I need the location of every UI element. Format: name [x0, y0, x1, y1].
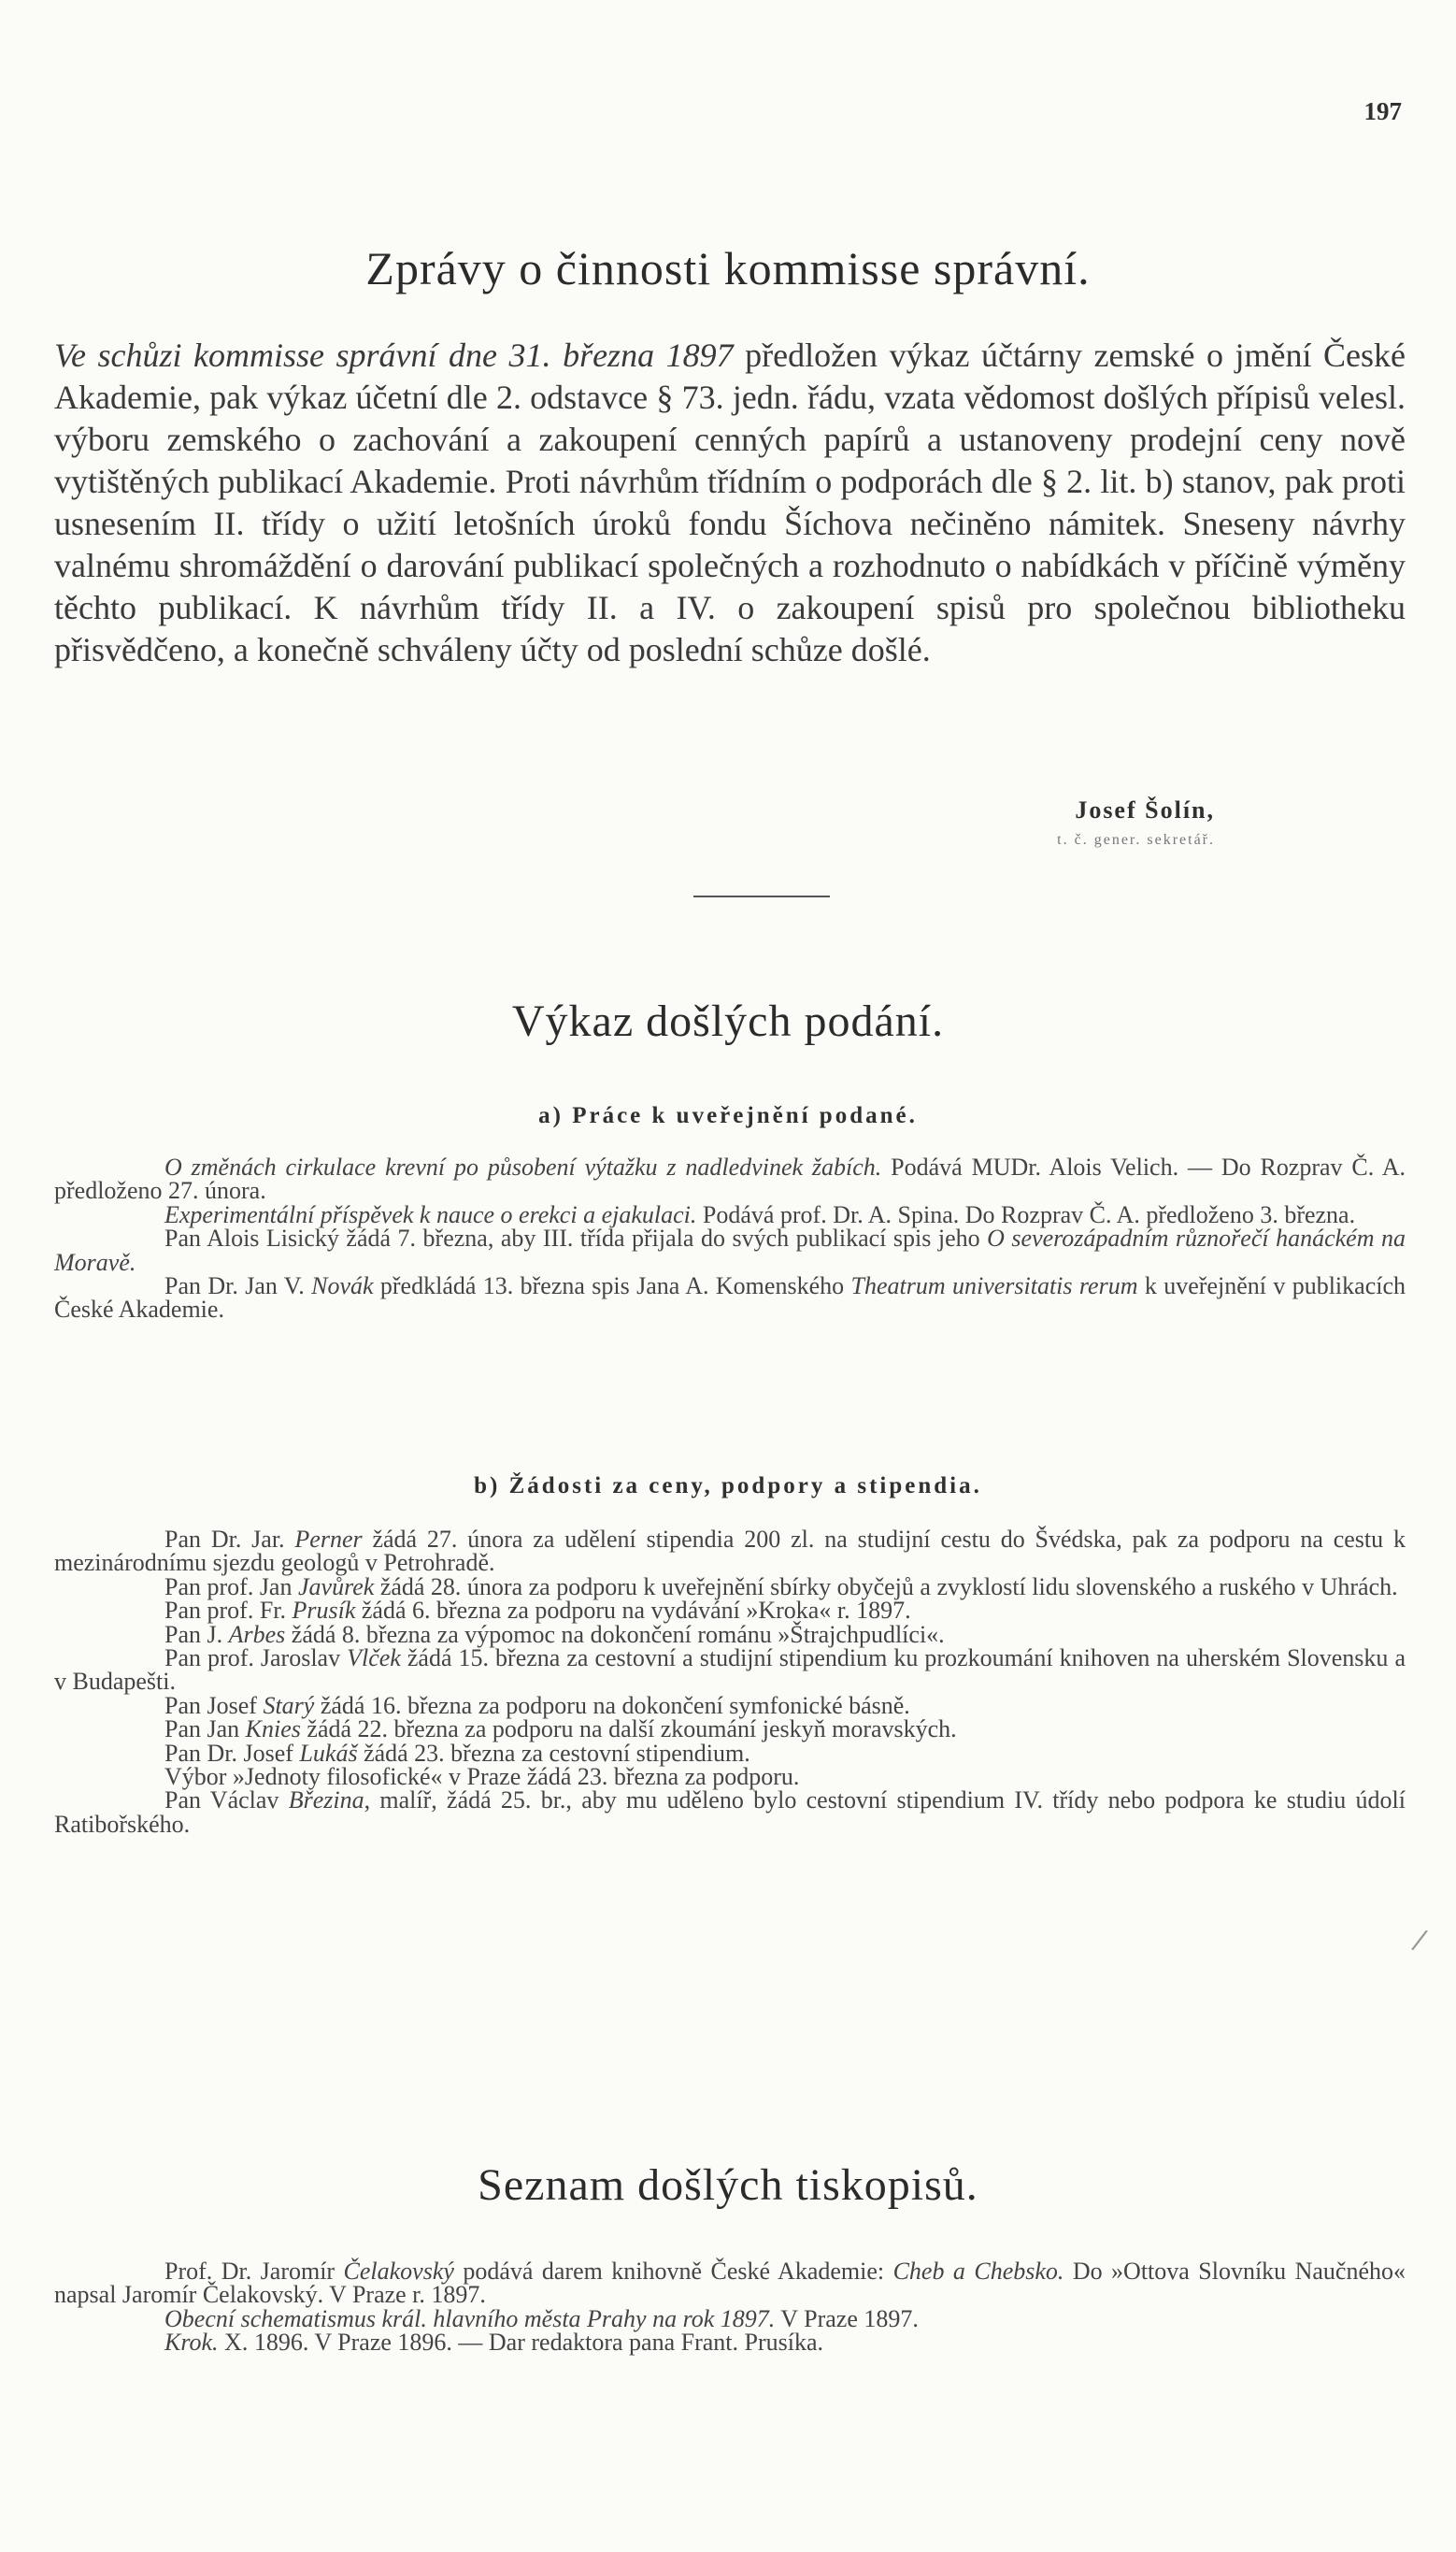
- section-title-submissions: Výkaz došlých podání.: [511, 996, 945, 1046]
- entry-author: Březina: [288, 1786, 364, 1814]
- entry-text: , malíř, žádá 25. br., aby mu uděleno bylo cestovní stipendium IV. třídy nebo podpora ke studiu údolí Ratibořského.: [54, 1786, 1406, 1838]
- entry-text: žádá 15. března za cestovní a studijní stipendium ku prozkoumání knihoven na uherském Slovensku a v Budapešti.: [54, 1644, 1406, 1696]
- entry-text: Podává prof. Dr. A. Spina. Do Rozprav Č. A. předloženo 3. března.: [696, 1200, 1356, 1228]
- list-item: [54, 1155, 1406, 1203]
- entry-text: žádá 16. března za podporu na dokončení symfonické básně.: [314, 1691, 910, 1719]
- subheading-works: a) Práce k uveřejnění podané.: [538, 1103, 918, 1128]
- entry-author: Vlček: [347, 1644, 401, 1672]
- entry-text: Výbor »Jednoty filosofické« v Praze žádá 23. března za podporu.: [164, 1763, 800, 1791]
- entry-title: Obecní schematismus král. hlavního města Prahy na rok 1897.: [164, 2304, 776, 2332]
- entry-author: Perner: [294, 1526, 363, 1553]
- entry-text: Pan Alois Lisický žádá 7. března, aby III. třída přijala do svých publikací spis jeho: [164, 1225, 988, 1253]
- entry-title: Cheb a Chebsko.: [892, 2258, 1064, 2285]
- list-item: [54, 1788, 1406, 1836]
- entry-author: Lukáš: [299, 1739, 358, 1767]
- entry-author: Čelakovský: [343, 2258, 454, 2285]
- margin-mark: /: [1409, 1923, 1430, 1957]
- entry-text: Pan J.: [164, 1620, 229, 1648]
- list-item: [54, 1274, 1406, 1322]
- entry-text: žádá 6. března za podporu na vydávání »Kroka« r. 1897.: [355, 1597, 911, 1625]
- list-item: [54, 2259, 1406, 2307]
- entry-text: Pan prof. Fr.: [164, 1597, 293, 1625]
- entry-title: Experimentální příspěvek k nauce o erekci a ejakulaci.: [164, 1200, 697, 1228]
- list-item: [54, 1620, 1406, 1648]
- entry-title: Theatrum universitatis rerum: [850, 1272, 1138, 1300]
- grants-list: [54, 1527, 1406, 1836]
- section-title-commission: Zprávy o činnosti kommisse správní.: [365, 242, 1091, 294]
- entry-title: Krok.: [164, 2329, 219, 2357]
- list-item: [54, 1597, 1406, 1625]
- entry-text: Pan prof. Jaroslav: [164, 1644, 348, 1672]
- entry-text: k uveřejnění v publikacích České Akademie.: [54, 1272, 1406, 1324]
- entry-text: X. 1896. V Praze 1896. — Dar redaktora pana Frant. Prusíka.: [218, 2329, 823, 2357]
- entry-author: Arbes: [228, 1620, 286, 1648]
- entry-text: žádá 27. února za udělení stipendia 200 zl. na studijní cestu do Švédska, pak za podporu na cestu k mezinárodnímu sjezdu geologů v Petrohradě.: [54, 1526, 1406, 1577]
- entry-text: žádá 23. března za cestovní stipendium.: [357, 1739, 750, 1767]
- entry-text: Pan Dr. Jan V.: [164, 1272, 312, 1300]
- entry-text: Prof. Dr. Jaromír: [164, 2258, 344, 2285]
- signature-role: t. č. gener. sekretář.: [1057, 832, 1215, 848]
- list-item: [54, 1646, 1406, 1694]
- entry-text: podává darem knihovně České Akademie:: [453, 2258, 893, 2285]
- entry-text: žádá 8. března za výpomoc na dokončení románu »Štrajchpudlíci«.: [285, 1620, 945, 1648]
- list-item: [54, 1226, 1406, 1274]
- entry-text: Pan Jan: [164, 1715, 246, 1743]
- entry-title: O změnách cirkulace krevní po působení výtažku z nadledvinek žabích.: [164, 1154, 882, 1181]
- list-item: [54, 1739, 1406, 1767]
- entry-text: Pan Dr. Josef: [164, 1739, 300, 1767]
- prints-list: [54, 2259, 1406, 2355]
- report-body: předložen výkaz účtárny zemské o jmění České Akademie, pak výkaz účetní dle 2. odstavce § 73. jedn. řádu, vzata vědomost došlých přípisů velesl. výboru zemského o zachování a zakoupení cenných papírů a ustanoveny prodejní ceny nově vytištěných publikací Akademie. Proti návrhům třídním o podporách dle § 2. lit. b) stanov, pak proti usnesením II. třídy o užití letošních úroků fondu Šíchova nečiněno námitek. Sneseny návrhy valnému shromáždění o darování publikací společných a rozhodnuto o nabídkách v příčině výměny těchto publikací. K návrhům třídy II. a IV. o zakoupení spisů pro společnou bibliotheku přisvědčeno, a konečně schváleny účty od poslední schůze došlé.: [54, 337, 1406, 668]
- entry-text: předkládá 13. března spis Jana A. Komenského: [373, 1272, 851, 1300]
- list-item: [54, 2329, 1406, 2357]
- entry-text: Pan Josef: [164, 1691, 264, 1719]
- works-list: [54, 1155, 1406, 1322]
- list-item: [54, 1200, 1406, 1228]
- entry-author: Javůrek: [297, 1572, 375, 1600]
- entry-text: žádá 28. února za podporu k uveřejnění sbírky obyčejů a zvyklostí lidu slovenského a ruského v Uhrách.: [374, 1572, 1398, 1600]
- entry-author: Starý: [263, 1691, 315, 1719]
- list-item: [54, 1763, 1406, 1791]
- entry-title: O severozápadním různořečí hanáckém na Moravě.: [54, 1225, 1406, 1276]
- list-item: [54, 1691, 1406, 1719]
- entry-text: žádá 22. března za podporu na další zkoumání jeskyň moravských.: [300, 1715, 957, 1743]
- signature-name: Josef Šolín,: [1075, 796, 1215, 824]
- list-item: [54, 1572, 1406, 1600]
- entry-text: Pan Dr. Jar.: [164, 1526, 295, 1553]
- entry-author: Knies: [245, 1715, 301, 1743]
- entry-text: Pan Václav: [164, 1786, 289, 1814]
- entry-text: Pan prof. Jan: [164, 1572, 298, 1600]
- entry-author: Prusík: [292, 1597, 356, 1625]
- entry-text: Podává MUDr. Alois Velich. — Do Rozprav Č. A. předloženo 27. února.: [54, 1154, 1406, 1205]
- list-item: [54, 1717, 1406, 1741]
- entry-author: Novák: [311, 1272, 374, 1300]
- subheading-grants: b) Žádosti za ceny, podpory a stipendia.: [474, 1473, 982, 1498]
- list-item: [54, 2304, 1406, 2332]
- page-number: 197: [1363, 97, 1402, 125]
- report-lead: Ve schůzi kommisse správní dne 31. března 1897: [54, 337, 734, 374]
- entry-text: Do »Ottova Slovníku Naučného« napsal Jaromír Čelakovský. V Praze r. 1897.: [54, 2258, 1406, 2309]
- section-divider: [693, 896, 830, 897]
- commission-report: [54, 335, 1406, 671]
- section-title-prints: Seznam došlých tiskopisů.: [478, 2160, 978, 2210]
- list-item: [54, 1527, 1406, 1575]
- entry-text: V Praze 1897.: [775, 2304, 919, 2332]
